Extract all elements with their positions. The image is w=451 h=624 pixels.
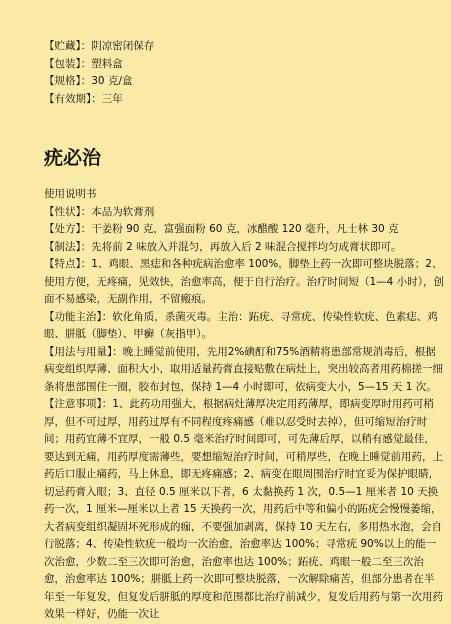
storage-line: 【贮藏】：阴凉密闭保存 bbox=[44, 40, 155, 52]
storage-info-block bbox=[44, 38, 154, 108]
specification-line: 【规格】：30 克/盒 bbox=[44, 75, 133, 87]
expiry-line: 【有效期】：三年 bbox=[44, 92, 123, 105]
usage-label: 【用法与用量】： bbox=[44, 345, 123, 358]
features-paragraph: 【特点】：1、鸡眼、黑痣和各种疣病治愈率 100%，脚垫上药一次即可整块脱落；2、使用方便，无疼痛，见效快，治愈率高，便于自行治疗。治疗时间短（1—4 小时），创面不易感染，无副作用，不留瘢痕。 bbox=[44, 258, 444, 305]
indications-paragraph: 【功能主治】：软化角质，杀菌灭毒。主治：跖疣、寻常疣、传染性软疣、色素痣、鸡眼、胼胝（脚垫）、甲癣（灰指甲）。 bbox=[44, 310, 438, 340]
preparation-label: 【制法】： bbox=[44, 240, 92, 253]
property-label: 【性状】： bbox=[44, 205, 92, 218]
features-label: 【特点】： bbox=[44, 258, 92, 270]
instructions-heading: 使用说明书 bbox=[44, 188, 97, 200]
packaging-line: 【包装】：塑料盒 bbox=[44, 57, 123, 70]
preparation-paragraph: 【制法】：先将前 2 味放入并混匀，再放入后 2 味混合搅拌均匀成膏状即可。 bbox=[44, 240, 402, 253]
precautions-label: 【注意事项】： bbox=[44, 398, 113, 410]
prescription-paragraph: 【处方】：干姜粉 90 克，富强面粉 60 克，冰醋酸 120 毫升，凡士林 30 克 bbox=[44, 223, 399, 235]
usage-paragraph: 【用法与用量】：晚上睡觉前使用，先用2%碘酊和75%酒精将患部常规消毒后，根据病变组织厚薄、面积大小，取用适量药膏直接贴敷在病灶上，突出较高者用药棉搓一细条将患部围住一圈，胶布封包，保持 1—4 小时即可，依病变大小，5—15 天 1 次。 bbox=[44, 345, 443, 393]
property-paragraph: 【性状】：本品为软膏剂 bbox=[44, 205, 155, 218]
product-title: 疣必治 bbox=[44, 147, 102, 169]
indications-label: 【功能主治】： bbox=[44, 310, 113, 323]
prescription-label: 【处方】： bbox=[44, 223, 92, 235]
precautions-paragraph: 【注意事项】：1、此药功用强大，根据病灶薄厚决定用药薄厚，即病变厚时用药可稍厚，但不可过厚，用药过厚有不同程度疼痛感（难以忍受时去掉），但可缩短治疗时间；用药宜薄不宜厚，一般 0.5 毫米治疗时间即可，可先薄后厚，以稍有感觉最佳，要达到无痛，用药厚度需薄些，要想缩短治疗时间，可稍厚些，在晚上睡觉前用药，上药后口服止痛药，马上休息，即无疼痛感；2、病变在眼周围治疗时宜妥为保护眼睛，切忌药膏入眼；3、直径 0.5 厘米以下者，6 太黏换药 1 次，0.5—1 厘米者 10 天换药一次，1 厘米—厘米以上者 15 天换药一次，用药后中等和偏小的跖疣会慢慢萎缩，大者病变组织凝固坏死形成的痂，不要强加剥离，保持 10 天左右，多用热水泡，会自行脱落；4、传染性软疣一般均一次治愈，治愈率达 100%；寻常疣 90%以上的能一次治愈，少数二至三次即可治愈，治愈率也达 100%；跖疣、鸡眼一般二至三次治愈，治愈率达 100%；胼胝上药一次即可整块脱落，一次解除痛苦，但部分患者在半年至一年复发，但复发后胼胝的厚度和范围都比治疗前减少，复发后用药与第一次用药效果一样好，仍能一次让 bbox=[44, 398, 443, 620]
instructions-body bbox=[44, 186, 444, 624]
